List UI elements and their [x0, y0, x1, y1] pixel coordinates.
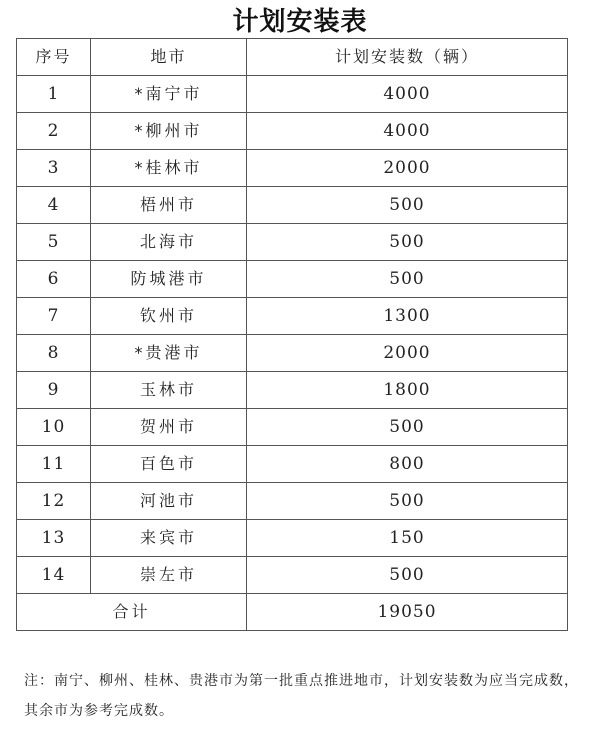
row-city: 河池市: [91, 483, 247, 520]
table-row: [17, 335, 568, 372]
table-row: [17, 483, 568, 520]
row-install-count: 800: [247, 446, 568, 483]
row-index: 9: [17, 372, 91, 409]
table-row: [17, 298, 568, 335]
row-index: 2: [17, 113, 91, 150]
row-index: 6: [17, 261, 91, 298]
row-index: 8: [17, 335, 91, 372]
row-index: 5: [17, 224, 91, 261]
table-row: [17, 557, 568, 594]
table-row: [17, 187, 568, 224]
row-index: 3: [17, 150, 91, 187]
table-row: [17, 76, 568, 113]
row-city: *柳州市: [91, 113, 247, 150]
total-label: 合计: [17, 594, 247, 631]
row-index: 12: [17, 483, 91, 520]
row-city: 玉林市: [91, 372, 247, 409]
row-city: 防城港市: [91, 261, 247, 298]
row-city: 来宾市: [91, 520, 247, 557]
table-row: [17, 261, 568, 298]
row-install-count: 500: [247, 409, 568, 446]
row-index: 14: [17, 557, 91, 594]
table-header-row: [17, 39, 568, 76]
row-install-count: 2000: [247, 335, 568, 372]
row-city: 钦州市: [91, 298, 247, 335]
column-header-index: 序号: [17, 39, 91, 76]
table-total-row: [17, 594, 568, 631]
table-row: [17, 520, 568, 557]
row-city: 北海市: [91, 224, 247, 261]
row-install-count: 500: [247, 187, 568, 224]
row-city: *南宁市: [91, 76, 247, 113]
row-city: 百色市: [91, 446, 247, 483]
table-body: [17, 76, 568, 594]
table-row: [17, 446, 568, 483]
footnote: 注：南宁、柳州、桂林、贵港市为第一批重点推进地市，计划安装数为应当完成数，其余市为参考完成数。: [24, 673, 579, 719]
row-city: 贺州市: [91, 409, 247, 446]
row-index: 13: [17, 520, 91, 557]
table-row: [17, 150, 568, 187]
table-row: [17, 113, 568, 150]
row-city: 梧州市: [91, 187, 247, 224]
install-plan-table: [16, 38, 568, 631]
table-row: [17, 224, 568, 261]
table-row: [17, 409, 568, 446]
column-header-count: 计划安装数（辆）: [247, 39, 568, 76]
row-install-count: 500: [247, 224, 568, 261]
row-install-count: 1300: [247, 298, 568, 335]
column-header-city: 地市: [91, 39, 247, 76]
row-city: *贵港市: [91, 335, 247, 372]
row-index: 4: [17, 187, 91, 224]
row-install-count: 500: [247, 483, 568, 520]
row-index: 10: [17, 409, 91, 446]
row-index: 7: [17, 298, 91, 335]
row-install-count: 1800: [247, 372, 568, 409]
row-install-count: 2000: [247, 150, 568, 187]
row-install-count: 150: [247, 520, 568, 557]
row-install-count: 500: [247, 557, 568, 594]
page-title: 计划安装表: [232, 7, 368, 37]
row-install-count: 4000: [247, 76, 568, 113]
row-index: 11: [17, 446, 91, 483]
row-city: *桂林市: [91, 150, 247, 187]
row-install-count: 500: [247, 261, 568, 298]
row-index: 1: [17, 76, 91, 113]
row-city: 崇左市: [91, 557, 247, 594]
total-count: 19050: [247, 594, 568, 631]
row-install-count: 4000: [247, 113, 568, 150]
table-row: [17, 372, 568, 409]
